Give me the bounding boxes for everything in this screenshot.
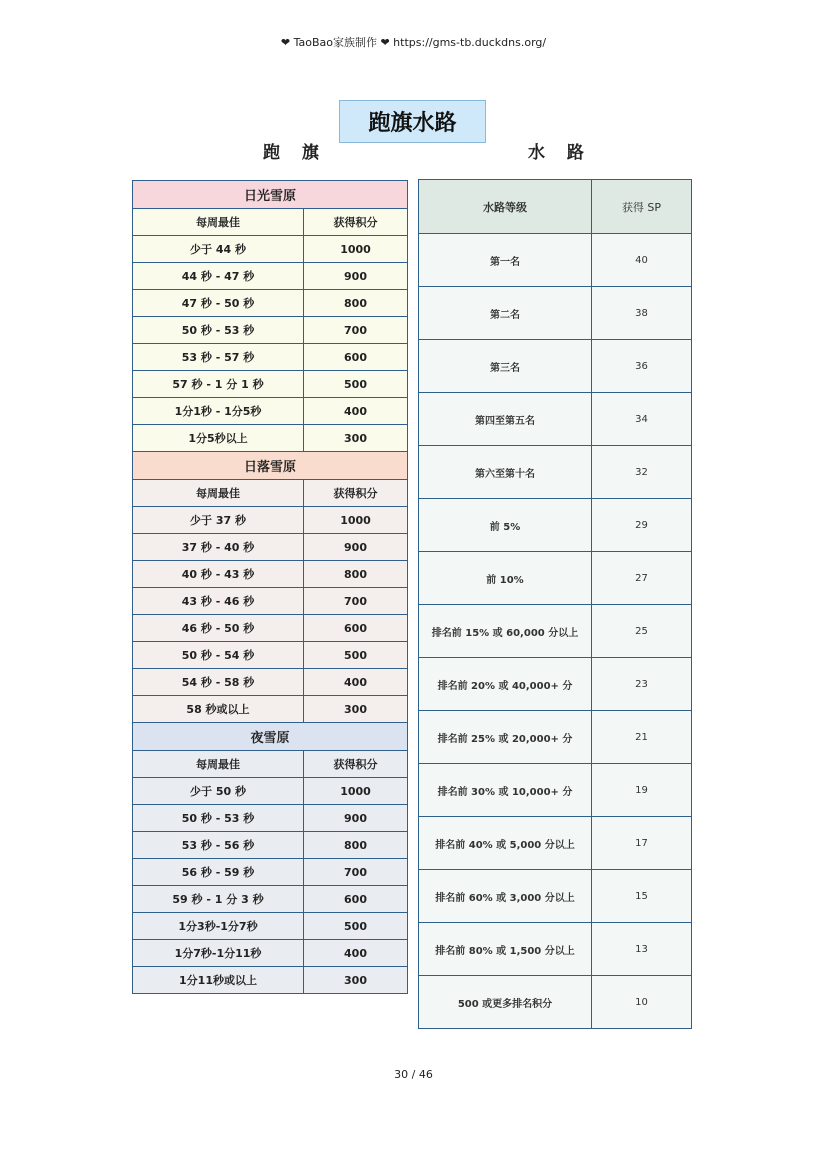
column-header-time: 每周最佳 — [133, 480, 304, 507]
points-cell: 300 — [304, 425, 408, 452]
sp-cell: 40 — [592, 234, 692, 287]
rank-cell: 第六至第十名 — [419, 446, 592, 499]
rank-cell: 排名前 15% 或 60,000 分以上 — [419, 605, 592, 658]
table-row — [133, 940, 408, 967]
column-header-time: 每周最佳 — [133, 209, 304, 236]
rank-cell: 500 或更多排名积分 — [419, 976, 592, 1029]
points-cell: 500 — [304, 642, 408, 669]
section-title: 日落雪原 — [133, 452, 408, 480]
table-row — [133, 344, 408, 371]
table-row — [133, 669, 408, 696]
time-range-cell: 44 秒 - 47 秒 — [133, 263, 304, 290]
rank-cell: 第一名 — [419, 234, 592, 287]
section-title: 夜雪原 — [133, 723, 408, 751]
table-row — [419, 234, 692, 287]
table-row — [133, 236, 408, 263]
column-header-sp: 获得 SP — [592, 180, 692, 234]
section-night-snowfield — [133, 723, 408, 994]
sp-cell: 32 — [592, 446, 692, 499]
section-sunlight-snowfield — [133, 181, 408, 452]
time-range-cell: 1分11秒或以上 — [133, 967, 304, 994]
table-row — [419, 870, 692, 923]
table-row — [133, 263, 408, 290]
time-range-cell: 58 秒或以上 — [133, 696, 304, 723]
time-range-cell: 少于 50 秒 — [133, 778, 304, 805]
table-row — [419, 499, 692, 552]
page-header: ❤ TaoBao家族制作 ❤ https://gms-tb.duckdns.org/ — [280, 36, 547, 49]
time-range-cell: 54 秒 - 58 秒 — [133, 669, 304, 696]
column-header-time: 每周最佳 — [133, 751, 304, 778]
table-row — [133, 371, 408, 398]
rank-cell: 前 10% — [419, 552, 592, 605]
table-row — [133, 805, 408, 832]
section-sunset-snowfield — [133, 452, 408, 723]
points-cell: 600 — [304, 344, 408, 371]
table-row — [133, 588, 408, 615]
table-row — [419, 711, 692, 764]
points-cell: 400 — [304, 398, 408, 425]
time-range-cell: 53 秒 - 56 秒 — [133, 832, 304, 859]
time-range-cell: 40 秒 - 43 秒 — [133, 561, 304, 588]
rank-cell: 排名前 40% 或 5,000 分以上 — [419, 817, 592, 870]
sp-cell: 34 — [592, 393, 692, 446]
rank-cell: 前 5% — [419, 499, 592, 552]
table-row — [133, 778, 408, 805]
table-row — [419, 817, 692, 870]
points-cell: 500 — [304, 371, 408, 398]
sp-cell: 13 — [592, 923, 692, 976]
time-range-cell: 43 秒 - 46 秒 — [133, 588, 304, 615]
table-row — [133, 642, 408, 669]
table-row — [419, 446, 692, 499]
column-header-points: 获得积分 — [304, 209, 408, 236]
sp-cell: 27 — [592, 552, 692, 605]
points-cell: 800 — [304, 290, 408, 317]
table-row — [133, 886, 408, 913]
points-cell: 700 — [304, 588, 408, 615]
table-row — [419, 393, 692, 446]
sp-cell: 29 — [592, 499, 692, 552]
column-header-points: 获得积分 — [304, 480, 408, 507]
points-cell: 500 — [304, 913, 408, 940]
time-range-cell: 1分1秒 - 1分5秒 — [133, 398, 304, 425]
sp-cell: 23 — [592, 658, 692, 711]
table-row — [133, 507, 408, 534]
points-cell: 400 — [304, 669, 408, 696]
time-range-cell: 57 秒 - 1 分 1 秒 — [133, 371, 304, 398]
table-row — [419, 764, 692, 817]
flag-race-label: 跑 旗 — [263, 143, 327, 163]
sp-cell: 21 — [592, 711, 692, 764]
points-cell: 1000 — [304, 778, 408, 805]
table-row — [133, 615, 408, 642]
column-header-level: 水路等级 — [419, 180, 592, 234]
points-cell: 900 — [304, 805, 408, 832]
flag-race-table — [132, 180, 408, 994]
time-range-cell: 59 秒 - 1 分 3 秒 — [133, 886, 304, 913]
table-row — [133, 859, 408, 886]
time-range-cell: 47 秒 - 50 秒 — [133, 290, 304, 317]
time-range-cell: 少于 37 秒 — [133, 507, 304, 534]
table-row — [133, 398, 408, 425]
time-range-cell: 37 秒 - 40 秒 — [133, 534, 304, 561]
sp-cell: 10 — [592, 976, 692, 1029]
rank-cell: 第二名 — [419, 287, 592, 340]
sp-cell: 36 — [592, 340, 692, 393]
points-cell: 400 — [304, 940, 408, 967]
points-cell: 300 — [304, 967, 408, 994]
rank-cell: 排名前 30% 或 10,000+ 分 — [419, 764, 592, 817]
points-cell: 800 — [304, 832, 408, 859]
points-cell: 300 — [304, 696, 408, 723]
rank-cell: 排名前 20% 或 40,000+ 分 — [419, 658, 592, 711]
table-row — [419, 658, 692, 711]
rank-cell: 排名前 80% 或 1,500 分以上 — [419, 923, 592, 976]
table-row — [133, 561, 408, 588]
table-row — [133, 696, 408, 723]
table-row — [133, 290, 408, 317]
water-route-table — [418, 179, 692, 1029]
page-title: 跑旗水路 — [339, 100, 486, 143]
table-row — [133, 534, 408, 561]
time-range-cell: 1分3秒-1分7秒 — [133, 913, 304, 940]
table-row — [419, 340, 692, 393]
table-row — [133, 967, 408, 994]
sp-cell: 38 — [592, 287, 692, 340]
time-range-cell: 1分5秒以上 — [133, 425, 304, 452]
time-range-cell: 1分7秒-1分11秒 — [133, 940, 304, 967]
time-range-cell: 50 秒 - 53 秒 — [133, 805, 304, 832]
table-row — [419, 552, 692, 605]
column-header-points: 获得积分 — [304, 751, 408, 778]
time-range-cell: 50 秒 - 54 秒 — [133, 642, 304, 669]
time-range-cell: 50 秒 - 53 秒 — [133, 317, 304, 344]
table-row — [419, 605, 692, 658]
table-row — [133, 317, 408, 344]
rank-cell: 第三名 — [419, 340, 592, 393]
table-row — [419, 976, 692, 1029]
sp-cell: 15 — [592, 870, 692, 923]
points-cell: 700 — [304, 317, 408, 344]
points-cell: 600 — [304, 615, 408, 642]
section-title: 日光雪原 — [133, 181, 408, 209]
table-row — [133, 425, 408, 452]
time-range-cell: 56 秒 - 59 秒 — [133, 859, 304, 886]
water-route-label: 水 路 — [528, 143, 592, 163]
points-cell: 700 — [304, 859, 408, 886]
sp-cell: 19 — [592, 764, 692, 817]
points-cell: 900 — [304, 263, 408, 290]
sp-cell: 17 — [592, 817, 692, 870]
time-range-cell: 53 秒 - 57 秒 — [133, 344, 304, 371]
points-cell: 800 — [304, 561, 408, 588]
points-cell: 1000 — [304, 236, 408, 263]
page-number: 30 / 46 — [394, 1068, 433, 1081]
points-cell: 600 — [304, 886, 408, 913]
rank-cell: 排名前 25% 或 20,000+ 分 — [419, 711, 592, 764]
table-row — [133, 913, 408, 940]
points-cell: 1000 — [304, 507, 408, 534]
rank-cell: 排名前 60% 或 3,000 分以上 — [419, 870, 592, 923]
sp-cell: 25 — [592, 605, 692, 658]
table-row — [133, 832, 408, 859]
rank-cell: 第四至第五名 — [419, 393, 592, 446]
table-row — [419, 923, 692, 976]
time-range-cell: 46 秒 - 50 秒 — [133, 615, 304, 642]
points-cell: 900 — [304, 534, 408, 561]
table-row — [419, 287, 692, 340]
time-range-cell: 少于 44 秒 — [133, 236, 304, 263]
